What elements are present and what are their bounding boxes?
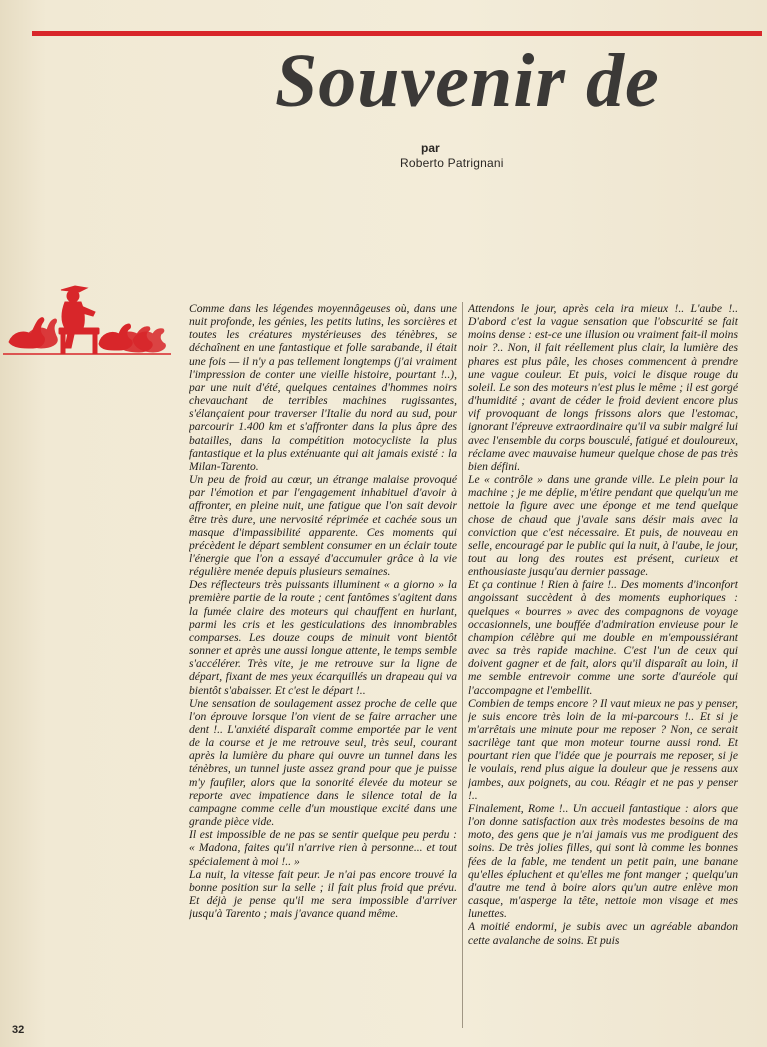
article-column-left [189,302,457,1027]
byline-author: Roberto Patrignani [400,156,504,170]
byline-prefix: par [421,141,440,155]
column-divider [462,302,463,1028]
article-paragraph: Et ça continue ! Rien à faire !.. Des moments d'inconfort angoissant succèdent à des moments euphoriques : quelques « bourres » avec des compagnons de voyage occasionnels, une bouffée d'admiration envieuse pour le champion célèbre qui me double en m'empoussiérant avec sa très rapide machine. C'est l'un de ceux qui doivent gagner et de fait, alors qu'il disparaît au loin, il me semble entrevoir comme une sorte d'auréole qui l'accompagne et l'embellit. [468,578,738,697]
article-paragraph: A moitié endormi, je subis avec un agréable abandon cette avalanche de soins. Et puis [468,920,738,947]
article-paragraph: Comme dans les légendes moyennâgeuses où, dans une nuit profonde, les génies, les petits lutins, les sorcières et toutes les créatures mystérieuses des ténèbres, se déchaînent en une fantastique et folle sarabande, il était une fois — il n'y a pas tellement longtemps (j'ai vraiment l'impression de conter une vieille histoire, pourtant !..), par une nuit d'été, quelques centaines d'hommes noirs chevauchant de terribles machines rugissantes, s'élançaient pour traverser l'Italie du nord au sud, pour parcourir 1.400 km et s'affronter dans la plus âpre des batailles, dans la compétition motocycliste la plus fantastique et la plus exténuante qui ait jamais existé : la Milan-Tarento. [189,302,457,473]
article-paragraph: Le « contrôle » dans une grande ville. Le plein pour la machine ; je me déplie, m'étire pendant que quelqu'un me nettoie la figure avec une éponge et me tend quelque chose de chaud que j'avale sans désir mais avec la conviction que c'est nécessaire. Et puis, de nouveau en selle, encouragé par le public qui la nuit, à l'aube, le jour, tout au long des routes est présent, curieux et enthousiaste jusqu'au dernier passage. [468,473,738,579]
page-number: 32 [12,1024,25,1036]
article-paragraph: Des réflecteurs très puissants illuminent « a giorno » la première partie de la route ; cent fantômes s'agitent dans la fumée claire des moteurs qui chauffent en hurlant, parmi les cris et les gesticulations des innombrables comparses. Les douze coups de minuit vont bientôt sonner et après une aussi longue attente, le temps semble s'accélérer. Très vite, je me retrouve sur la ligne de départ, fixant de mes yeux écarquillés un drapeau qui va bientôt s'abaisser. Et c'est le départ !.. [189,578,457,697]
article-paragraph: Combien de temps encore ? Il vaut mieux ne pas y penser, je suis encore très loin de la mi-parcours !.. Et si je m'arrêtais une minute pour me reposer ? Non, ce serait sacrilège tant que mon moteur tourne aussi rond. Et pourtant rien que l'idée que je pourrais me reposer, si je le voulais, rend plus aigue la douleur que je ressens aux jambes, aux poignets, au cou. Réagir et ne pas y penser !.. [468,696,738,802]
article-paragraph: Attendons le jour, après cela ira mieux !.. L'aube !.. D'abord c'est la vague sensation que l'obscurité se fait moins dense : est-ce une illusion ou vraiment fait-il moins noir ?.. Non, il fait réellement plus clair, la lumière des phares est plus pâle, les choses commencent à prendre une vague couleur. Et puis, voici le disque rouge du soleil. Le son des moteurs n'est plus le même ; il est gorgé d'humidité ; avant de céder le froid devient encore plus vif provoquant de longs frissons alors que l'estomac, ignorant l'épreuve extraordinaire qu'il va subir malgré lui avec l'ensemble du corps bousculé, fatigué et douloureux, réclame avec mauvaise humeur quelque chose de pas très bien défini. [468,302,738,473]
article-paragraph: Un peu de froid au cœur, un étrange malaise provoqué par l'émotion et par l'engagement inhabituel d'avoir à affronter, en pleine nuit, une fatigue que l'on sait devoir être très dure, une nervosité réprimée et cachée sous un masque d'impassibilité apparente. Ces moments qui précèdent le départ semblent consumer en un éclair toute l'énergie que l'on a essayé d'accumuler grâce à la vie régulière menée depuis plusieurs semaines. [189,473,457,579]
article-title: Souvenir de [275,39,660,123]
article-column-right [468,302,738,1027]
article-paragraph: Il est impossible de ne pas se sentir quelque peu perdu : « Madona, faites qu'il n'arrive rien à personne... et tout spécialement à moi !.. » [189,828,457,868]
article-paragraph: La nuit, la vitesse fait peur. Je n'ai pas encore trouvé la bonne position sur la selle ; il fait plus froid que prévu. Et déjà je pense qu'il me sera impossible d'arriver jusqu'à Tarento ; mais j'avance quand même. [189,867,457,921]
article-paragraph: Une sensation de soulagement assez proche de celle que l'on éprouve lorsque l'on vient de se faire arracher une dent !.. L'anxiété disparaît comme emportée par le vent de la course et je me retrouve seul, très seul, courant après la lumière du phare qui ouvre un tunnel dans les ténèbres, un tunnel juste assez grand pour que je puisse m'y faufiler, alors que la sonorité élevée du moteur se reporte avec impatience dans le silence total de la campagne comme celle d'un moustique excité dans une grande pièce vide. [189,696,457,829]
article-paragraph: Finalement, Rome !.. Un accueil fantastique : alors que l'on donne satisfaction aux très modestes besoins de ma moto, des gens que je n'ai jamais vus me prodiguent des soins. De très jolies filles, qui sont là comme les bonnes fées de la fable, me tendent un petit pain, une banane qu'elles épluchent et qu'elles me font manger ; quelqu'un d'autre me tend à boire alors qu'un autre enlève mon casque, m'asperge la tête, nettoie mon visage et mes lunettes. [468,801,738,921]
medieval-procession-illustration [3,282,171,362]
